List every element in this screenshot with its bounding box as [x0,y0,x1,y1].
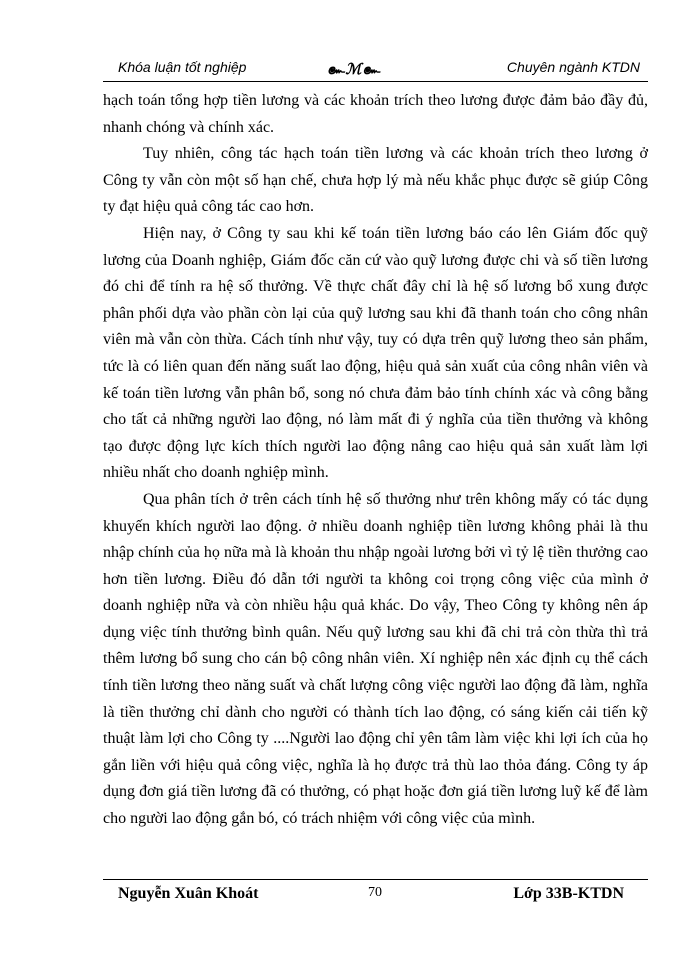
header-ornament: ๛ℳ๛ [327,62,381,78]
document-body [103,88,648,833]
header-divider [103,81,648,82]
footer-author: Nguyễn Xuân Khoát [118,885,259,902]
header-thesis-label: Khóa luận tốt nghiệp [118,59,247,75]
footer-class: Lớp 33B-KTDN [513,885,624,902]
page-header [103,57,648,79]
paragraph-2: Tuy nhiên, công tác hạch toán tiền lương và các khoản trích theo lương ở Công ty vẫn còn một số hạn chế, chưa hợp lý mà nếu khắc phục được sẽ giúp Công ty đạt hiệu quả công tác cao hơn. [103,145,648,216]
page-number: 70 [368,885,382,900]
footer-divider [103,879,648,880]
header-major-label: Chuyên ngành KTDN [506,59,640,75]
paragraph-1: hạch toán tổng hợp tiền lương và các khoản trích theo lương được đảm bảo đầy đủ, nhanh chóng và chính xác. [103,92,648,136]
page-footer [103,885,648,907]
paragraph-3: Hiện nay, ở Công ty sau khi kế toán tiền lương báo cáo lên Giám đốc quỹ lương của Doanh nghiệp, Giám đốc căn cứ vào quỹ lương được chi và số tiền lương đó chi để tính ra hệ số thưởng. Về thực chất đây chỉ là hệ số lương bổ xung được phân phối dựa vào phần còn lại của quỹ lương sau khi đã thanh toán cho công nhân viên mà vẫn còn thừa. Cách tính như vậy, tuy có dựa trên quỹ lương theo sản phẩm, tức là có liên quan đến năng suất lao động, hiệu quả sản xuất của công nhân viên và kế toán tiền lương vẫn phân bổ, song nó chưa đảm bảo tính chính xác và công bằng cho tất cả những người lao động, nó làm mất đi ý nghĩa của tiền thưởng và không tạo được động lực kích thích người lao động nâng cao hiệu quả sản xuất làm lợi nhiều nhất cho doanh nghiệp mình. [103,224,648,482]
paragraph-4: Qua phân tích ở trên cách tính hệ số thưởng như trên không mấy có tác dụng khuyến khích người lao động. ở nhiều doanh nghiệp tiền lương không phải là thu nhập chính của họ nữa mà là khoản thu nhập ngoài lương bởi vì tỷ lệ tiền thưởng cao hơn tiền lương. Điều đó dẫn tới người ta không coi trọng công việc của mình ở doanh nghiệp nữa và còn nhiều hậu quả khác. Do vậy, Theo Công ty không nên áp dụng việc tính thưởng bình quân. Nếu quỹ lương sau khi đã chi trả còn thừa thì trả thêm lương bổ sung cho cán bộ công nhân viên. Xí nghiệp nên xác định cụ thể cách tính tiền lương theo năng suất và chất lượng công việc người lao động đã làm, nghĩa là tiền thưởng chỉ dành cho người có thành tích lao động, có sáng kiến cải tiến kỹ thuật làm lợi cho Công ty ....Người lao động chỉ yên tâm làm việc khi lợi ích của họ gắn liền với hiệu quả công việc, nghĩa là họ được trả thù lao thỏa đáng. Công ty áp dụng đơn giá tiền lương đã có thưởng, có phạt hoặc đơn giá tiền lương luỹ kế để làm cho người lao động gắn bó, có trách nhiệm với công việc của mình. [103,490,648,828]
